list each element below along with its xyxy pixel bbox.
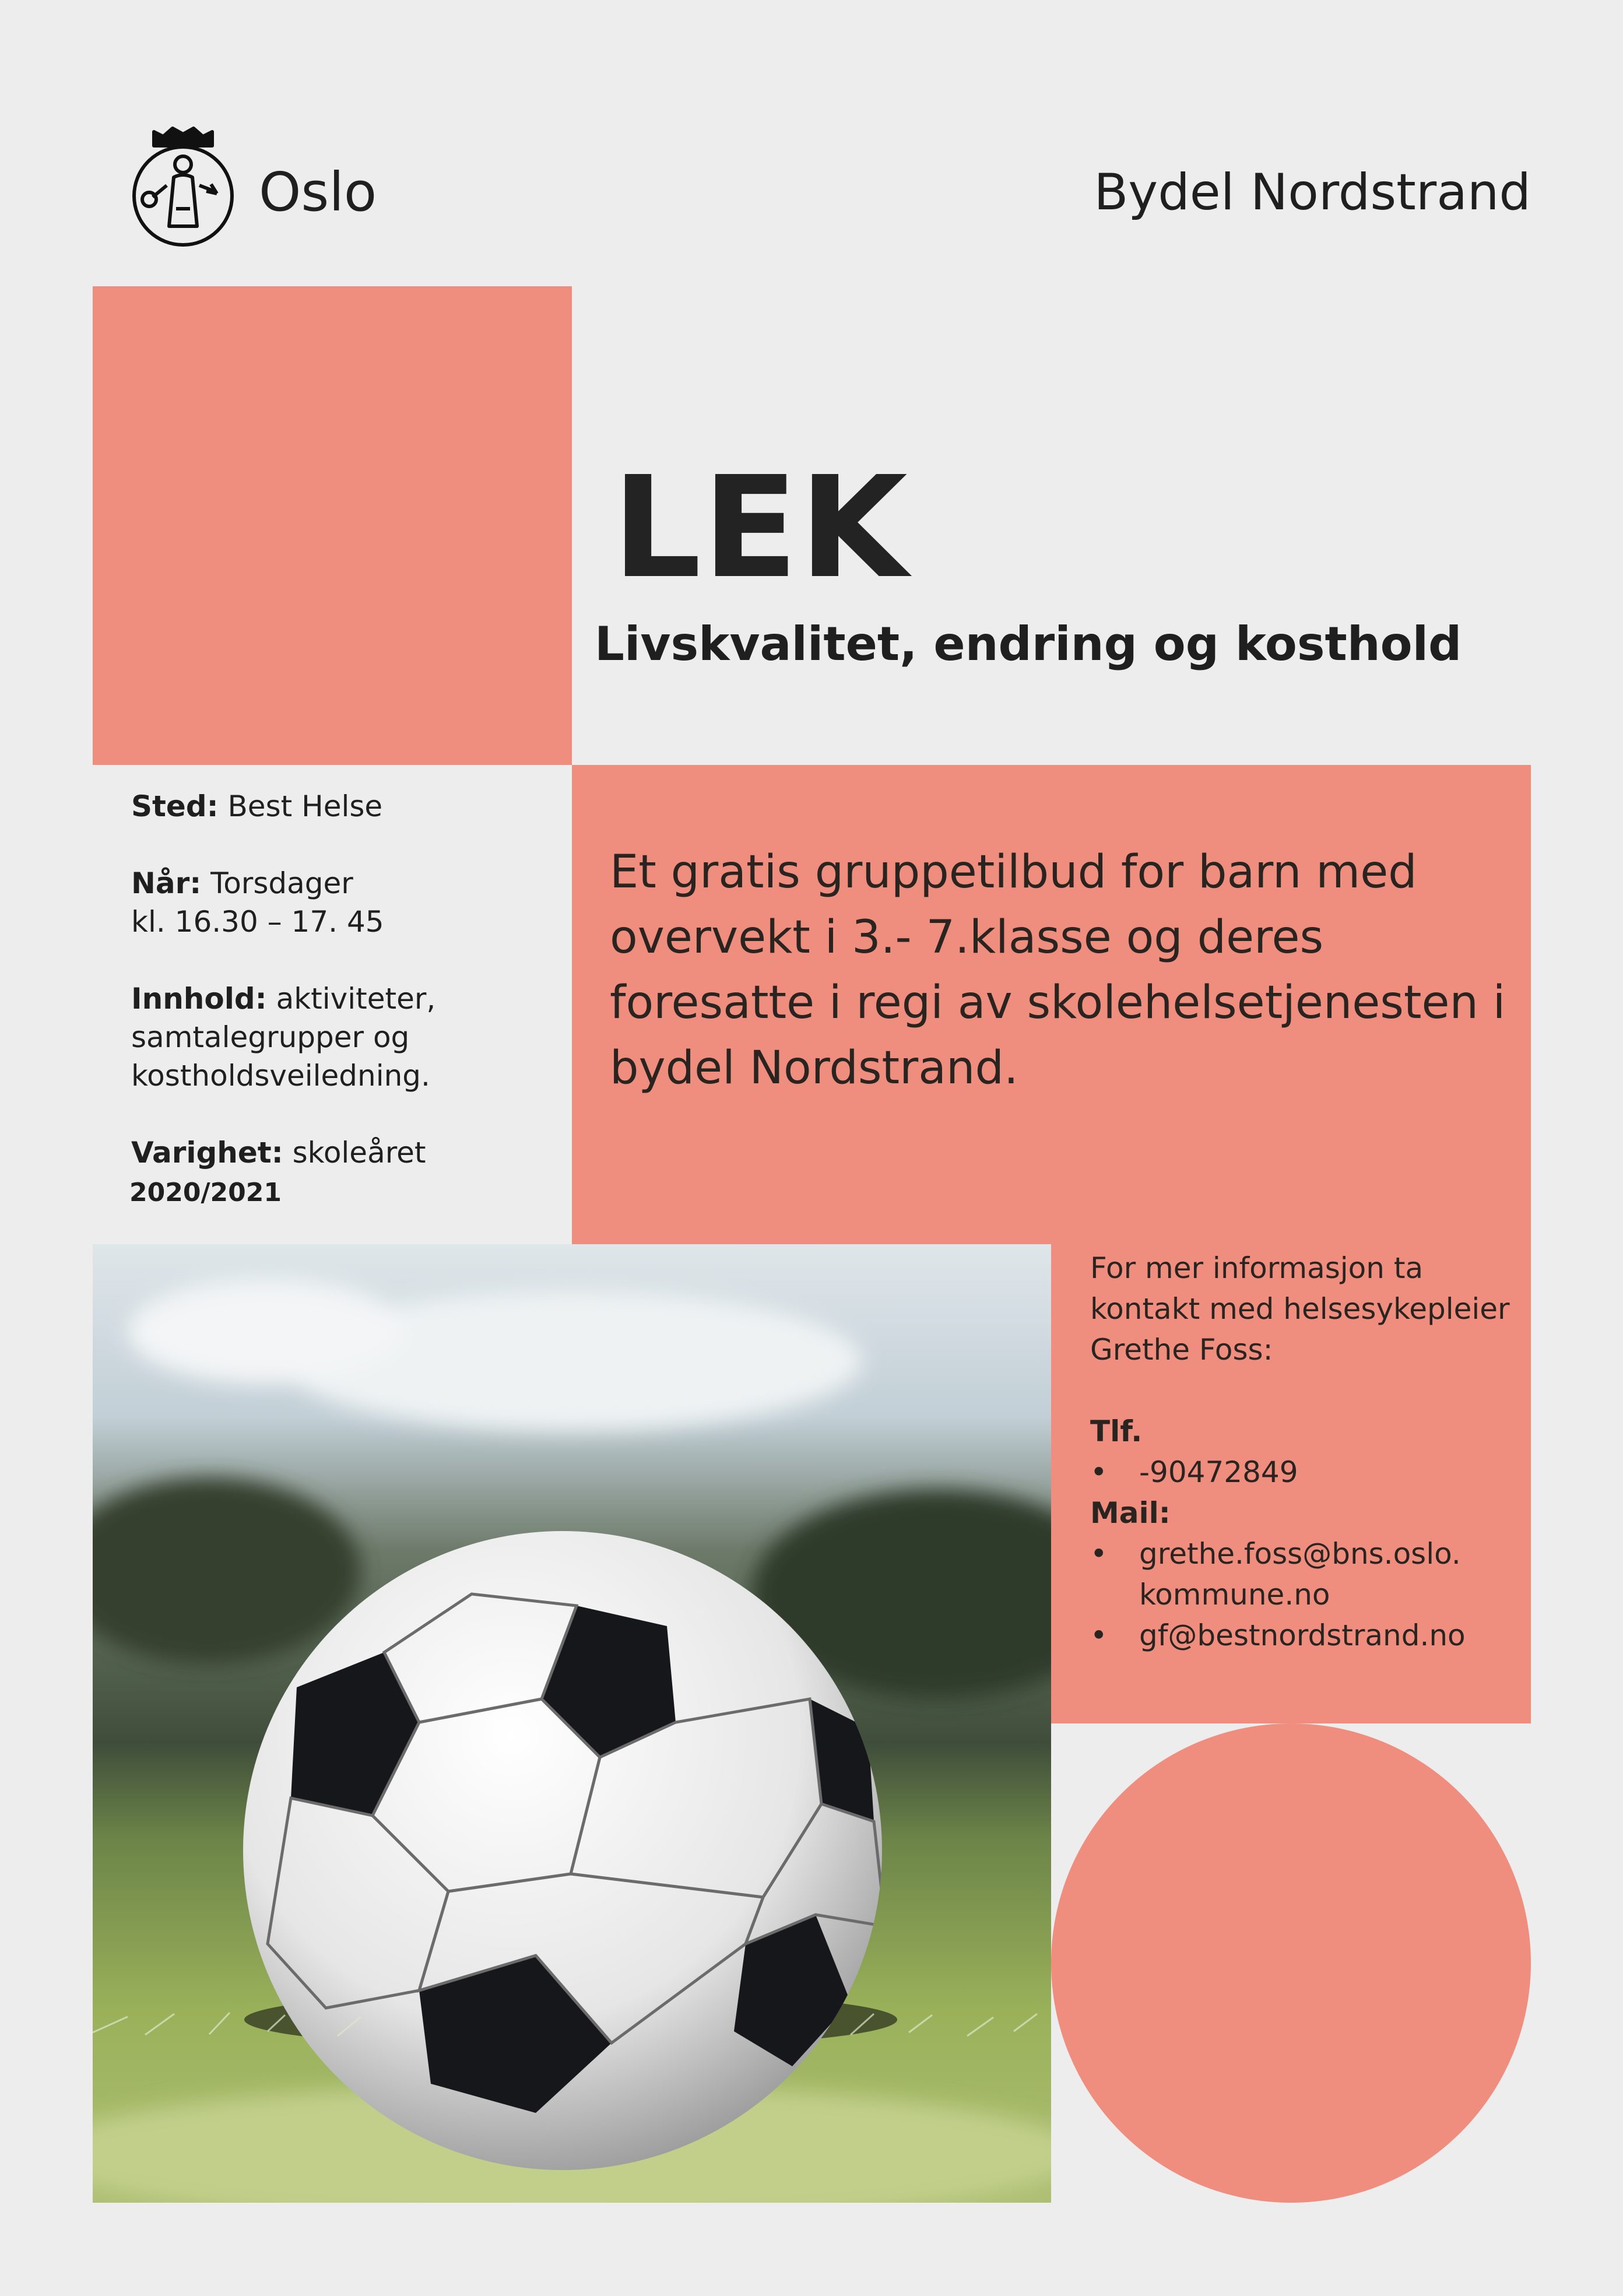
contact-lead: For mer informasjon ta kontakt med helsesykepleier Grethe Foss:	[1090, 1251, 1510, 1367]
content-line	[131, 980, 551, 1095]
bullet: •	[1090, 1537, 1108, 1571]
accent-block-top-left	[93, 286, 572, 765]
phone-item	[1090, 1452, 1516, 1493]
mail-label: Mail:	[1090, 1496, 1171, 1530]
oslo-coat-of-arms-icon	[129, 121, 237, 247]
bullet: •	[1090, 1619, 1108, 1652]
place-value: Best Helse	[218, 789, 383, 823]
mail-list	[1090, 1533, 1516, 1656]
page-subtitle: Livskvalitet, endring og kosthold	[595, 617, 1462, 671]
event-details	[131, 787, 551, 1251]
duration-year: 2020/2021	[129, 1178, 282, 1207]
contact-info	[1090, 1248, 1516, 1656]
soccer-ball-photo	[93, 1244, 1051, 2203]
email-link[interactable]: gf@bestnordstrand.no	[1139, 1619, 1466, 1652]
mail-item	[1090, 1533, 1516, 1615]
when-line	[131, 864, 551, 941]
content-value: aktiviteter, samtalegrupper og kostholdsveiledning.	[131, 982, 436, 1093]
time-value: kl. 16.30 – 17. 45	[131, 905, 384, 939]
duration-line	[131, 1133, 551, 1212]
place-label: Sted:	[131, 789, 219, 823]
accent-circle	[1051, 1723, 1531, 2203]
bullet: •	[1090, 1455, 1108, 1489]
intro-text: Et gratis gruppetilbud for barn med overvekt i 3.- 7.klasse og deres foresatte i regi av skolehelsetjenesten i bydel Nordstrand.	[610, 846, 1506, 1094]
mail-item	[1090, 1615, 1516, 1656]
phone-list	[1090, 1452, 1516, 1493]
district-name: Bydel Nordstrand	[1094, 163, 1531, 222]
phone-label: Tlf.	[1090, 1414, 1143, 1448]
email-link[interactable]: grethe.foss@bns.oslo. kommune.no	[1139, 1537, 1461, 1612]
when-value: Torsdager	[201, 866, 353, 900]
duration-value: skoleåret	[283, 1136, 426, 1170]
when-label: Når:	[131, 866, 202, 900]
logo-wordmark: Oslo	[259, 161, 377, 223]
place-line	[131, 787, 551, 826]
page-title: LEK	[612, 446, 909, 609]
content-label: Innhold:	[131, 982, 267, 1016]
duration-label: Varighet:	[131, 1136, 283, 1170]
phone-number[interactable]: -90472849	[1139, 1455, 1298, 1489]
